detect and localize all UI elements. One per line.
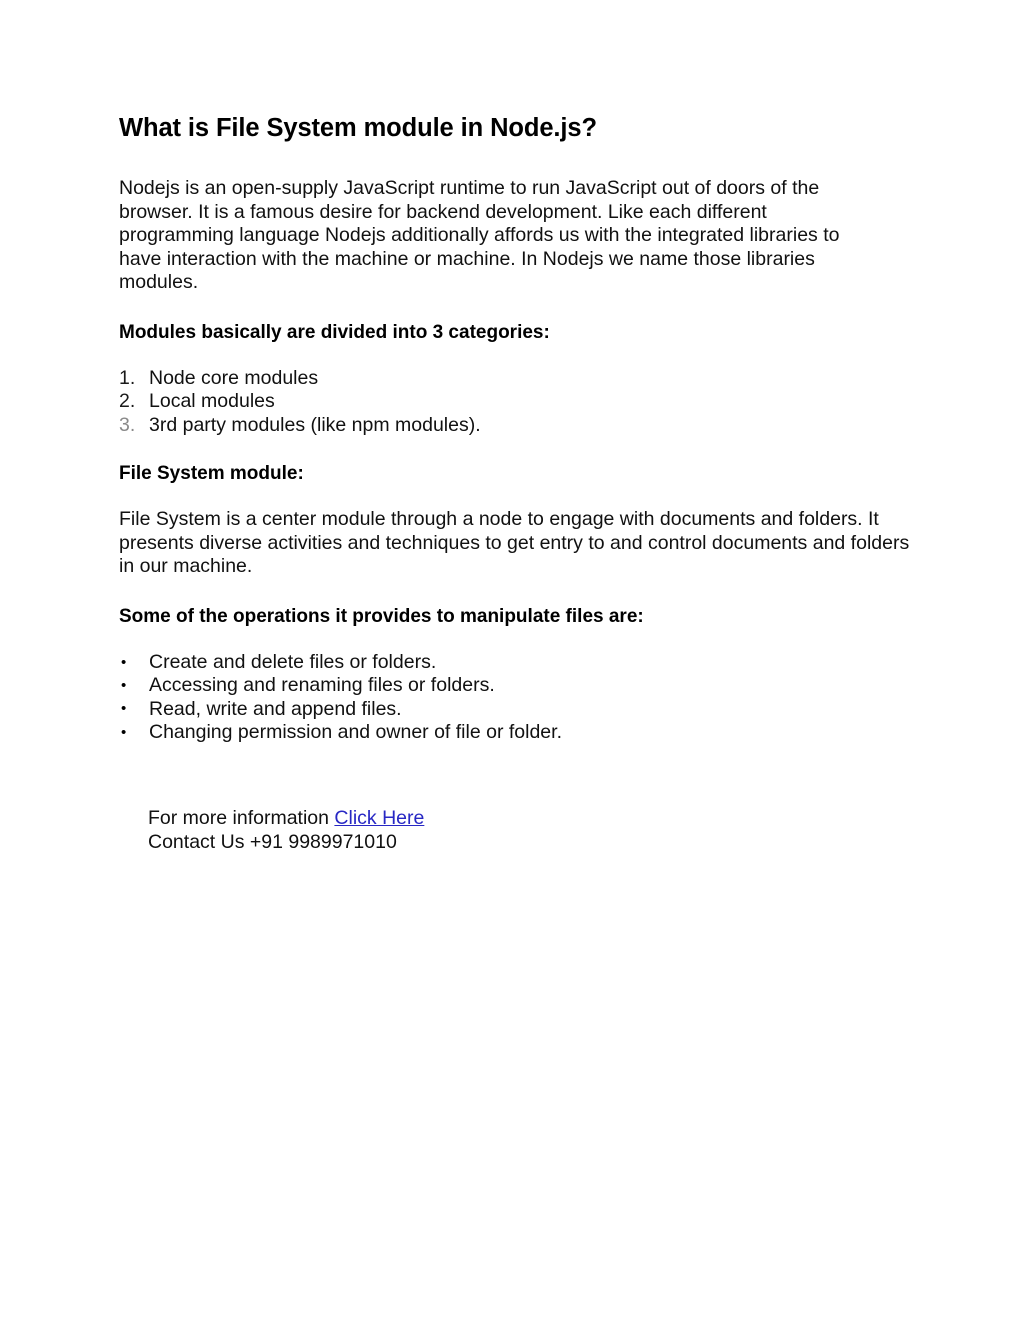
list-item-label: 3rd party modules (like npm modules). xyxy=(149,413,481,436)
list-item-label: Node core modules xyxy=(149,367,319,390)
click-here-link[interactable]: Click Here xyxy=(334,807,425,829)
list-item xyxy=(119,367,919,390)
operations-list xyxy=(119,651,919,745)
list-item-label: Local modules xyxy=(149,390,275,413)
modules-list xyxy=(119,367,919,437)
list-item-label: Read, write and append files. xyxy=(149,697,402,720)
bullet-icon: • xyxy=(121,653,127,671)
list-marker: 3. xyxy=(119,413,136,436)
list-item xyxy=(119,390,919,413)
filesystem-heading: File System module: xyxy=(119,463,304,485)
operations-heading: Some of the operations it provides to manipulate files are: xyxy=(119,606,644,628)
more-information-line xyxy=(148,806,748,830)
bullet-icon: • xyxy=(121,700,127,718)
intro-paragraph: Nodejs is an open-supply JavaScript runtime to run JavaScript out of doors of the browser. It is a famous desire for backend development. Like each different programming language Nodejs additionally affords us with the integrated libraries to have interaction with the machine or machine. In Nodejs we name those libraries modules. xyxy=(119,177,840,294)
bullet-icon: • xyxy=(121,723,127,741)
more-information-label: For more information xyxy=(148,807,335,829)
modules-heading: Modules basically are divided into 3 categories: xyxy=(119,322,550,344)
list-item-label: Accessing and renaming files or folders. xyxy=(149,674,495,697)
list-item xyxy=(119,721,919,744)
list-marker: 2. xyxy=(119,390,136,413)
footer-contact-block xyxy=(148,806,748,854)
document-content xyxy=(119,113,919,745)
filesystem-paragraph: File System is a center module through a node to engage with documents and folders. It presents diverse activities and techniques to get entry to and control documents and folders in our machine. xyxy=(119,508,910,578)
list-item-label: Create and delete files or folders. xyxy=(149,651,437,674)
list-item xyxy=(119,651,919,674)
list-item xyxy=(119,674,919,697)
list-marker: 1. xyxy=(119,367,136,390)
list-item xyxy=(119,414,919,437)
bullet-icon: • xyxy=(121,676,127,694)
list-item xyxy=(119,698,919,721)
contact-us-line: Contact Us +91 9989971010 xyxy=(148,831,397,853)
list-item-label: Changing permission and owner of file or folder. xyxy=(149,721,562,744)
page-title: What is File System module in Node.js? xyxy=(119,114,597,142)
